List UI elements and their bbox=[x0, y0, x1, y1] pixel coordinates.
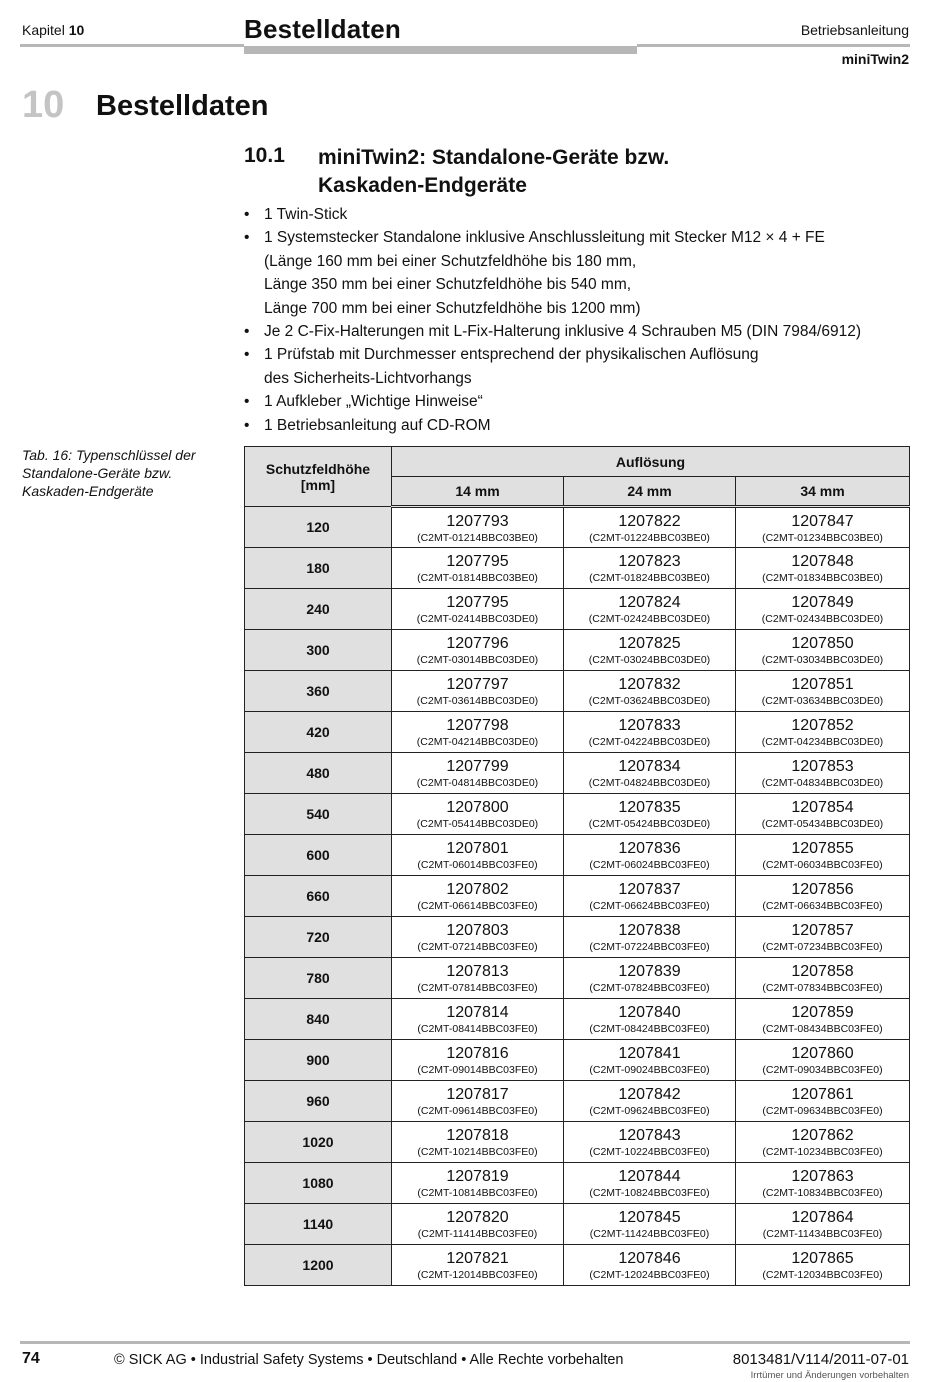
table-cell bbox=[736, 958, 910, 999]
type-code: (C2MT-10824BBC03FE0) bbox=[589, 1187, 710, 1199]
part-number: 1207835 bbox=[618, 799, 681, 816]
row-height-value: 1200 bbox=[245, 1245, 392, 1286]
part-number: 1207865 bbox=[791, 1250, 854, 1267]
part-number: 1207864 bbox=[791, 1209, 854, 1226]
table-cell bbox=[736, 671, 910, 712]
table-cell bbox=[564, 958, 736, 999]
order-table bbox=[244, 446, 910, 1286]
table-cell bbox=[736, 712, 910, 753]
table-row bbox=[245, 1081, 910, 1122]
table-cell bbox=[564, 1245, 736, 1286]
table-cell bbox=[736, 548, 910, 589]
table-cell bbox=[564, 712, 736, 753]
table-row bbox=[245, 589, 910, 630]
running-header-title: Bestelldaten bbox=[244, 14, 402, 44]
part-number: 1207856 bbox=[791, 881, 854, 898]
table-row bbox=[245, 630, 910, 671]
table-cell bbox=[392, 1040, 564, 1081]
list-item-line: • 1 Systemstecker Standalone inklusive Anschlussleitung mit Stecker M12 × 4 + FE bbox=[264, 229, 825, 247]
part-number: 1207824 bbox=[618, 594, 681, 611]
table-caption: Tab. 16: Typenschlüssel der Standalone-Geräte bzw. Kaskaden-Endgeräte bbox=[22, 447, 196, 499]
type-code: (C2MT-06014BBC03FE0) bbox=[417, 859, 538, 871]
part-number: 1207842 bbox=[618, 1086, 681, 1103]
table-cell bbox=[392, 958, 564, 999]
part-number: 1207847 bbox=[791, 512, 854, 530]
type-code: (C2MT-06034BBC03FE0) bbox=[762, 859, 883, 871]
type-code: (C2MT-12014BBC03FE0) bbox=[417, 1269, 538, 1281]
table-cell bbox=[564, 548, 736, 589]
part-number: 1207795 bbox=[446, 553, 509, 570]
type-code: (C2MT-03614BBC03DE0) bbox=[416, 695, 539, 707]
table-cell bbox=[392, 794, 564, 835]
running-header-product: miniTwin2 bbox=[841, 51, 909, 67]
type-code: (C2MT-09034BBC03FE0) bbox=[762, 1064, 883, 1076]
type-code: (C2MT-12024BBC03FE0) bbox=[589, 1269, 710, 1281]
scope-of-delivery-list bbox=[244, 203, 914, 437]
type-code: (C2MT-07824BBC03FE0) bbox=[589, 982, 710, 994]
table-cell bbox=[564, 999, 736, 1040]
type-code: (C2MT-09024BBC03FE0) bbox=[589, 1064, 710, 1076]
column-header-14mm: 14 mm bbox=[392, 477, 564, 507]
table-row bbox=[245, 671, 910, 712]
table-cell bbox=[392, 917, 564, 958]
type-code: (C2MT-06614BBC03FE0) bbox=[417, 900, 538, 912]
table-cell bbox=[736, 876, 910, 917]
table-row bbox=[245, 1122, 910, 1163]
type-code: (C2MT-10214BBC03FE0) bbox=[417, 1146, 538, 1158]
table-row bbox=[245, 753, 910, 794]
type-code: (C2MT-01814BBC03BE0) bbox=[417, 572, 538, 584]
list-item-line: • 1 Prüfstab mit Durchmesser entsprechend der physikalischen Auflösung bbox=[264, 346, 759, 364]
part-number: 1207833 bbox=[618, 717, 681, 734]
type-code: (C2MT-11424BBC03FE0) bbox=[589, 1228, 710, 1240]
part-number: 1207850 bbox=[791, 635, 854, 652]
table-cell bbox=[736, 1122, 910, 1163]
part-number: 1207816 bbox=[446, 1045, 509, 1062]
list-item-line: • 1 Twin-Stick bbox=[264, 206, 348, 223]
part-number: 1207861 bbox=[791, 1086, 854, 1103]
table-row bbox=[245, 507, 910, 548]
column-header-24mm: 24 mm bbox=[564, 477, 736, 507]
type-code: (C2MT-04224BBC03DE0) bbox=[588, 736, 711, 748]
running-header-chapter bbox=[22, 22, 84, 38]
list-item bbox=[244, 226, 914, 320]
table-cell bbox=[564, 753, 736, 794]
table-cell bbox=[392, 507, 564, 548]
part-number: 1207854 bbox=[791, 799, 854, 816]
row-height-value: 780 bbox=[245, 958, 392, 999]
type-code: (C2MT-04824BBC03DE0) bbox=[588, 777, 711, 789]
row-height-value: 720 bbox=[245, 917, 392, 958]
header-height-unit: [mm] bbox=[300, 476, 336, 493]
list-item bbox=[244, 390, 914, 413]
table-row bbox=[245, 1040, 910, 1081]
part-number: 1207798 bbox=[446, 717, 509, 734]
table-cell bbox=[392, 1163, 564, 1204]
part-number: 1207862 bbox=[791, 1127, 854, 1144]
table-cell bbox=[392, 1122, 564, 1163]
table-cell bbox=[392, 671, 564, 712]
type-code: (C2MT-03034BBC03DE0) bbox=[761, 654, 884, 666]
type-code: (C2MT-01824BBC03BE0) bbox=[589, 572, 710, 584]
chapter-heading-number: 10 bbox=[22, 84, 65, 126]
table-cell bbox=[564, 671, 736, 712]
row-height-value: 840 bbox=[245, 999, 392, 1040]
part-number: 1207800 bbox=[446, 799, 509, 816]
type-code: (C2MT-01224BBC03BE0) bbox=[589, 531, 710, 544]
part-number: 1207844 bbox=[618, 1168, 681, 1185]
part-number: 1207803 bbox=[446, 922, 509, 939]
part-number: 1207821 bbox=[446, 1250, 509, 1267]
type-code: (C2MT-10224BBC03FE0) bbox=[589, 1146, 710, 1158]
table-cell bbox=[564, 876, 736, 917]
table-row bbox=[245, 917, 910, 958]
type-code: (C2MT-10814BBC03FE0) bbox=[417, 1187, 538, 1199]
footer-rule bbox=[20, 1341, 910, 1344]
page-number: 74 bbox=[22, 1350, 40, 1367]
footer-disclaimer: Irrtümer und Änderungen vorbehalten bbox=[750, 1370, 909, 1381]
table-cell bbox=[564, 1122, 736, 1163]
part-number: 1207793 bbox=[446, 512, 509, 530]
table-cell bbox=[564, 630, 736, 671]
row-height-value: 1140 bbox=[245, 1204, 392, 1245]
part-number: 1207796 bbox=[446, 635, 509, 652]
table-cell bbox=[736, 1081, 910, 1122]
part-number: 1207817 bbox=[446, 1086, 509, 1103]
table-cell bbox=[392, 999, 564, 1040]
section-number: 10.1 bbox=[244, 144, 285, 167]
table-cell bbox=[392, 876, 564, 917]
type-code: (C2MT-05434BBC03DE0) bbox=[761, 818, 884, 830]
table-cell bbox=[736, 794, 910, 835]
type-code: (C2MT-09624BBC03FE0) bbox=[589, 1105, 710, 1117]
part-number: 1207852 bbox=[791, 717, 854, 734]
running-header-doc-type: Betriebsanleitung bbox=[800, 22, 909, 38]
part-number: 1207814 bbox=[446, 1004, 509, 1021]
type-code: (C2MT-03634BBC03DE0) bbox=[761, 695, 884, 707]
part-number: 1207819 bbox=[446, 1168, 509, 1185]
table-cell bbox=[564, 1081, 736, 1122]
table-row bbox=[245, 794, 910, 835]
type-code: (C2MT-03024BBC03DE0) bbox=[588, 654, 711, 666]
part-number: 1207837 bbox=[618, 881, 681, 898]
table-cell bbox=[392, 712, 564, 753]
part-number: 1207839 bbox=[618, 963, 681, 980]
table-cell bbox=[736, 630, 910, 671]
part-number: 1207802 bbox=[446, 881, 509, 898]
type-code: (C2MT-06024BBC03FE0) bbox=[589, 859, 710, 871]
row-height-value: 180 bbox=[245, 548, 392, 589]
table-cell bbox=[392, 753, 564, 794]
type-code: (C2MT-01234BBC03BE0) bbox=[762, 531, 883, 544]
part-number: 1207860 bbox=[791, 1045, 854, 1062]
table-cell bbox=[564, 1204, 736, 1245]
table-cell bbox=[736, 507, 910, 548]
type-code: (C2MT-09634BBC03FE0) bbox=[762, 1105, 883, 1117]
type-code: (C2MT-10834BBC03FE0) bbox=[762, 1187, 883, 1199]
type-code: (C2MT-12034BBC03FE0) bbox=[762, 1269, 883, 1281]
row-height-value: 960 bbox=[245, 1081, 392, 1122]
footer-copyright: © SICK AG • Industrial Safety Systems • Deutschland • Alle Rechte vorbehalten bbox=[114, 1352, 624, 1368]
table-row bbox=[245, 712, 910, 753]
row-height-value: 420 bbox=[245, 712, 392, 753]
part-number: 1207846 bbox=[618, 1250, 681, 1267]
table-cell bbox=[736, 835, 910, 876]
list-item bbox=[244, 414, 914, 437]
type-code: (C2MT-02424BBC03DE0) bbox=[588, 613, 711, 625]
list-item-line: • Je 2 C-Fix-Halterungen mit L-Fix-Halterung inklusive 4 Schrauben M5 (DIN 7984/6912) bbox=[264, 323, 862, 341]
type-code: (C2MT-05424BBC03DE0) bbox=[588, 818, 711, 830]
list-item bbox=[244, 320, 914, 343]
row-height-value: 1020 bbox=[245, 1122, 392, 1163]
table-cell bbox=[736, 589, 910, 630]
list-item-line: • 1 Aufkleber „Wichtige Hinweise“ bbox=[264, 393, 483, 411]
section-title: miniTwin2: Standalone-Geräte bzw. Kaskaden-Endgeräte bbox=[318, 146, 670, 197]
part-number: 1207845 bbox=[618, 1209, 681, 1226]
row-height-value: 900 bbox=[245, 1040, 392, 1081]
row-height-value: 540 bbox=[245, 794, 392, 835]
row-height-value: 480 bbox=[245, 753, 392, 794]
header-height-label: Schutzfeldhöhe bbox=[265, 460, 371, 477]
part-number: 1207795 bbox=[446, 594, 509, 611]
part-number: 1207834 bbox=[618, 758, 681, 775]
part-number: 1207825 bbox=[618, 635, 681, 652]
row-height-value: 300 bbox=[245, 630, 392, 671]
type-code: (C2MT-07234BBC03FE0) bbox=[762, 941, 883, 953]
part-number: 1207797 bbox=[446, 676, 509, 693]
part-number: 1207858 bbox=[791, 963, 854, 980]
table-row bbox=[245, 548, 910, 589]
table-row bbox=[245, 1245, 910, 1286]
list-item bbox=[244, 343, 914, 390]
part-number: 1207801 bbox=[446, 840, 509, 857]
type-code: (C2MT-04834BBC03DE0) bbox=[761, 777, 884, 789]
type-code: (C2MT-07834BBC03FE0) bbox=[762, 982, 883, 994]
table-row bbox=[245, 1204, 910, 1245]
list-item-line: des Sicherheits-Lichtvorhangs bbox=[264, 369, 472, 387]
footer-doc-number: 8013481/V114/2011-07-01 bbox=[732, 1351, 909, 1368]
type-code: (C2MT-08424BBC03FE0) bbox=[589, 1023, 710, 1035]
table-cell bbox=[564, 1040, 736, 1081]
part-number: 1207841 bbox=[618, 1045, 681, 1062]
row-height-value: 360 bbox=[245, 671, 392, 712]
type-code: (C2MT-02434BBC03DE0) bbox=[761, 613, 884, 625]
part-number: 1207863 bbox=[791, 1168, 854, 1185]
table-row bbox=[245, 1163, 910, 1204]
row-height-value: 600 bbox=[245, 835, 392, 876]
type-code: (C2MT-10234BBC03FE0) bbox=[762, 1146, 883, 1158]
type-code: (C2MT-04234BBC03DE0) bbox=[761, 736, 884, 748]
chapter-label: Kapitel bbox=[22, 22, 65, 38]
table-cell bbox=[564, 835, 736, 876]
header-rule-left bbox=[20, 44, 244, 47]
part-number: 1207813 bbox=[446, 963, 509, 980]
table-cell bbox=[736, 999, 910, 1040]
column-header-resolution: Auflösung bbox=[392, 447, 910, 477]
part-number: 1207843 bbox=[618, 1127, 681, 1144]
type-code: (C2MT-08414BBC03FE0) bbox=[417, 1023, 538, 1035]
table-cell bbox=[736, 1245, 910, 1286]
part-number: 1207853 bbox=[791, 758, 854, 775]
part-number: 1207838 bbox=[618, 922, 681, 939]
type-code: (C2MT-07214BBC03FE0) bbox=[417, 941, 538, 953]
type-code: (C2MT-01834BBC03BE0) bbox=[762, 572, 883, 584]
type-code: (C2MT-04814BBC03DE0) bbox=[416, 777, 539, 789]
type-code: (C2MT-07224BBC03FE0) bbox=[589, 941, 710, 953]
row-height-value: 240 bbox=[245, 589, 392, 630]
list-item-line: Länge 700 mm bei einer Schutzfeldhöhe bis 1200 mm) bbox=[264, 299, 641, 317]
type-code: (C2MT-07814BBC03FE0) bbox=[417, 982, 538, 994]
table-cell bbox=[736, 753, 910, 794]
table-row bbox=[245, 958, 910, 999]
table-cell bbox=[392, 1081, 564, 1122]
column-header-34mm: 34 mm bbox=[736, 477, 910, 507]
row-height-value: 1080 bbox=[245, 1163, 392, 1204]
table-cell bbox=[392, 1245, 564, 1286]
list-item-line: • 1 Betriebsanleitung auf CD-ROM bbox=[264, 416, 491, 434]
table-cell bbox=[392, 835, 564, 876]
type-code: (C2MT-11414BBC03FE0) bbox=[417, 1228, 538, 1240]
part-number: 1207849 bbox=[791, 594, 854, 611]
part-number: 1207799 bbox=[446, 758, 509, 775]
part-number: 1207840 bbox=[618, 1004, 681, 1021]
table-cell bbox=[392, 548, 564, 589]
table-cell bbox=[564, 589, 736, 630]
header-rule-center bbox=[244, 46, 637, 54]
column-header-height bbox=[245, 447, 392, 507]
type-code: (C2MT-02414BBC03DE0) bbox=[416, 613, 539, 625]
table-cell bbox=[564, 507, 736, 548]
part-number: 1207836 bbox=[618, 840, 681, 857]
row-height-value: 120 bbox=[245, 507, 392, 548]
type-code: (C2MT-09014BBC03FE0) bbox=[417, 1064, 538, 1076]
part-number: 1207851 bbox=[791, 676, 854, 693]
part-number: 1207822 bbox=[618, 512, 681, 530]
table-cell bbox=[392, 1204, 564, 1245]
type-code: (C2MT-11434BBC03FE0) bbox=[762, 1228, 883, 1240]
part-number: 1207820 bbox=[446, 1209, 509, 1226]
table-cell bbox=[736, 917, 910, 958]
table-row bbox=[245, 876, 910, 917]
part-number: 1207848 bbox=[791, 553, 854, 570]
table-cell bbox=[736, 1163, 910, 1204]
part-number: 1207832 bbox=[618, 676, 681, 693]
part-number: 1207818 bbox=[446, 1127, 509, 1144]
table-cell bbox=[736, 1040, 910, 1081]
type-code: (C2MT-04214BBC03DE0) bbox=[416, 736, 539, 748]
header-rule-right bbox=[637, 44, 910, 47]
part-number: 1207855 bbox=[791, 840, 854, 857]
type-code: (C2MT-05414BBC03DE0) bbox=[416, 818, 539, 830]
type-code: (C2MT-03014BBC03DE0) bbox=[416, 654, 539, 666]
row-height-value: 660 bbox=[245, 876, 392, 917]
type-code: (C2MT-06634BBC03FE0) bbox=[762, 900, 883, 912]
table-cell bbox=[564, 794, 736, 835]
chapter-number: 10 bbox=[68, 22, 85, 38]
list-item bbox=[244, 203, 914, 226]
table-cell bbox=[392, 630, 564, 671]
part-number: 1207859 bbox=[791, 1004, 854, 1021]
list-item-line: Länge 350 mm bei einer Schutzfeldhöhe bis 540 mm, bbox=[264, 276, 632, 294]
table-cell bbox=[564, 917, 736, 958]
chapter-heading-title: Bestelldaten bbox=[96, 90, 269, 122]
type-code: (C2MT-03624BBC03DE0) bbox=[588, 695, 711, 707]
part-number: 1207857 bbox=[791, 922, 854, 939]
table-cell bbox=[564, 1163, 736, 1204]
type-code: (C2MT-01214BBC03BE0) bbox=[417, 531, 538, 544]
table-row bbox=[245, 835, 910, 876]
type-code: (C2MT-06624BBC03FE0) bbox=[589, 900, 710, 912]
type-code: (C2MT-08434BBC03FE0) bbox=[762, 1023, 883, 1035]
table-row bbox=[245, 999, 910, 1040]
table-cell bbox=[392, 589, 564, 630]
type-code: (C2MT-09614BBC03FE0) bbox=[417, 1105, 538, 1117]
table-cell bbox=[736, 1204, 910, 1245]
order-table-body bbox=[245, 507, 910, 1286]
list-item-line: (Länge 160 mm bei einer Schutzfeldhöhe bis 180 mm, bbox=[264, 252, 637, 270]
part-number: 1207823 bbox=[618, 553, 681, 570]
